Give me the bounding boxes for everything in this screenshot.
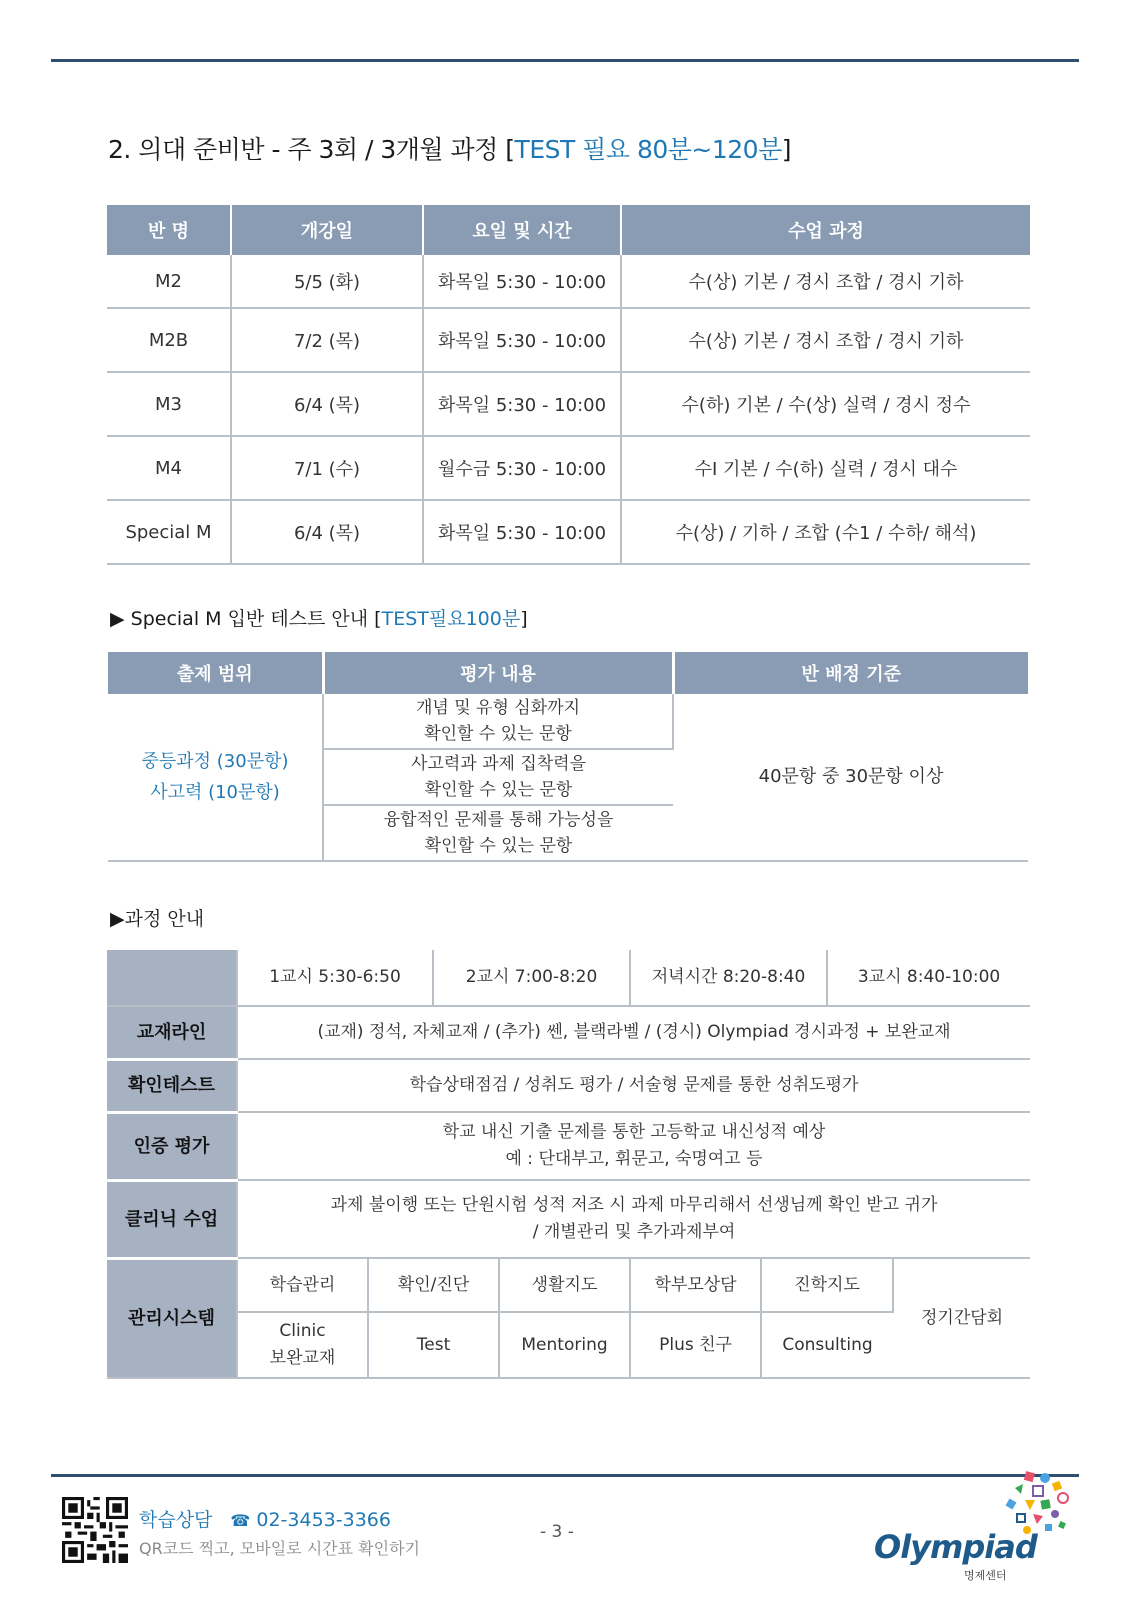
test-range bbox=[108, 694, 323, 861]
row-label-certification: 인증 평가 bbox=[107, 1112, 237, 1180]
bottom-rule bbox=[51, 1474, 1079, 1477]
mgmt-plus-friend: Plus 친구 bbox=[630, 1312, 761, 1378]
certification-line-2: 예 : 단대부고, 휘문고, 숙명여고 등 bbox=[505, 1149, 763, 1169]
table-row bbox=[107, 308, 1030, 372]
course-content: 수(상) / 기하 / 조합 (수1 / 수하/ 해석) bbox=[621, 500, 1030, 564]
mgmt-parents: 학부모상담 bbox=[630, 1258, 761, 1312]
header-evaluation: 평가 내용 bbox=[323, 652, 673, 694]
mgmt-clinic-line-1: Clinic bbox=[279, 1321, 326, 1341]
class-name: M3 bbox=[107, 372, 231, 436]
class-name: M4 bbox=[107, 436, 231, 500]
course-guide-heading: ▶과정 안내 bbox=[110, 908, 205, 930]
row-label-clinic: 클리닉 수업 bbox=[107, 1180, 237, 1258]
range-line-1: 중등과정 (30문항) bbox=[141, 751, 289, 772]
row-label-textbook: 교재라인 bbox=[107, 1006, 237, 1059]
evaluation-content bbox=[323, 694, 673, 749]
title-close-bracket: ] bbox=[781, 135, 791, 164]
start-date: 5/5 (화) bbox=[231, 255, 423, 308]
table-header-row bbox=[107, 205, 1030, 255]
period-row bbox=[107, 950, 1030, 1006]
consult-label: 학습상담 bbox=[139, 1509, 213, 1531]
evaluation-line-2: 확인할 수 있는 문항 bbox=[424, 780, 573, 800]
course-guide-table bbox=[107, 950, 1030, 1379]
evaluation-line-2: 확인할 수 있는 문항 bbox=[424, 724, 572, 744]
class-time: 화목일 5:30 - 10:00 bbox=[423, 308, 621, 372]
special-test-duration: TEST필요100분 bbox=[381, 608, 521, 630]
mgmt-diagnosis: 확인/진단 bbox=[368, 1258, 499, 1312]
management-bottom-row bbox=[107, 1312, 1030, 1378]
certification-row bbox=[107, 1112, 1030, 1180]
mgmt-clinic-line-2: 보완교재 bbox=[269, 1348, 336, 1368]
special-test-heading bbox=[110, 604, 528, 631]
class-time: 화목일 5:30 - 10:00 bbox=[423, 255, 621, 308]
special-heading-text: ▶ Special M 입반 테스트 안내 [ bbox=[110, 608, 382, 630]
class-name: M2 bbox=[107, 255, 231, 308]
class-time: 화목일 5:30 - 10:00 bbox=[423, 372, 621, 436]
title-test-duration: TEST 필요 80분~120분 bbox=[514, 135, 782, 164]
table-row bbox=[107, 255, 1030, 308]
special-test-table bbox=[108, 652, 1028, 862]
table-row bbox=[107, 372, 1030, 436]
page-number: - 3 - bbox=[540, 1522, 574, 1542]
top-rule bbox=[51, 59, 1079, 62]
check-test-content: 학습상태점검 / 성취도 평가 / 서술형 문제를 통한 성취도평가 bbox=[237, 1059, 1030, 1112]
start-date: 7/1 (수) bbox=[231, 436, 423, 500]
header-criteria: 반 배정 기준 bbox=[673, 652, 1028, 694]
certification-line-1: 학교 내신 기출 문제를 통한 고등학교 내신성적 예상 bbox=[442, 1122, 826, 1142]
start-date: 6/4 (목) bbox=[231, 500, 423, 564]
range-line-2: 사고력 (10문항) bbox=[150, 782, 280, 803]
clinic-line-2: / 개별관리 및 추가과제부여 bbox=[532, 1222, 736, 1242]
course-content: 수(하) 기본 / 수(상) 실력 / 경시 정수 bbox=[621, 372, 1030, 436]
period-3: 3교시 8:40-10:00 bbox=[827, 950, 1030, 1006]
row-label-management: 관리시스템 bbox=[107, 1258, 237, 1378]
qr-note: QR코드 찍고, 모바일로 시간표 확인하기 bbox=[139, 1539, 420, 1558]
special-close-bracket: ] bbox=[520, 608, 528, 630]
mgmt-life: 생활지도 bbox=[499, 1258, 630, 1312]
table-row bbox=[108, 694, 1028, 749]
table-row bbox=[107, 436, 1030, 500]
header-range: 출제 범위 bbox=[108, 652, 323, 694]
clinic-row bbox=[107, 1180, 1030, 1258]
class-name: M2B bbox=[107, 308, 231, 372]
mgmt-career: 진학지도 bbox=[761, 1258, 893, 1312]
mgmt-regular-meeting: 정기간담회 bbox=[893, 1258, 1030, 1378]
course-content: 수(상) 기본 / 경시 조합 / 경시 기하 bbox=[621, 255, 1030, 308]
row-label-check-test: 확인테스트 bbox=[107, 1059, 237, 1112]
evaluation-content bbox=[323, 805, 673, 861]
header-course: 수업 과정 bbox=[621, 205, 1030, 255]
start-date: 7/2 (목) bbox=[231, 308, 423, 372]
header-class-name: 반 명 bbox=[107, 205, 231, 255]
corner-cell bbox=[107, 950, 237, 1006]
header-day-time: 요일 및 시간 bbox=[423, 205, 621, 255]
qr-code-icon[interactable] bbox=[62, 1497, 128, 1563]
class-time: 월수금 5:30 - 10:00 bbox=[423, 436, 621, 500]
assignment-criteria: 40문항 중 30문항 이상 bbox=[673, 694, 1028, 861]
dinner-time: 저녁시간 8:20-8:40 bbox=[630, 950, 827, 1006]
clinic-content bbox=[237, 1180, 1030, 1258]
start-date: 6/4 (목) bbox=[231, 372, 423, 436]
management-top-row bbox=[107, 1258, 1030, 1312]
evaluation-content bbox=[323, 749, 673, 805]
mgmt-test: Test bbox=[368, 1312, 499, 1378]
mgmt-mentoring: Mentoring bbox=[499, 1312, 630, 1378]
class-time: 화목일 5:30 - 10:00 bbox=[423, 500, 621, 564]
evaluation-line-1: 개념 및 유형 심화까지 bbox=[415, 698, 580, 718]
phone-icon: ☎ bbox=[230, 1511, 251, 1530]
evaluation-line-1: 사고력과 과제 집착력을 bbox=[410, 754, 587, 774]
evaluation-line-2: 확인할 수 있는 문항 bbox=[424, 836, 573, 856]
check-test-row bbox=[107, 1059, 1030, 1112]
page-title bbox=[108, 130, 791, 166]
period-1: 1교시 5:30-6:50 bbox=[237, 950, 433, 1006]
table-header-row bbox=[108, 652, 1028, 694]
evaluation-line-1: 융합적인 문제를 통해 가능성을 bbox=[383, 810, 614, 830]
schedule-table bbox=[107, 205, 1030, 565]
textbook-line: (교재) 정석, 자체교재 / (추가) 쎈, 블랙라벨 / (경시) Olympiad 경시과정 + 보완교재 bbox=[237, 1006, 1030, 1059]
consult-contact bbox=[139, 1505, 391, 1532]
clinic-line-1: 과제 불이행 또는 단원시험 성적 저조 시 과제 마무리해서 선생님께 확인 받고 귀가 bbox=[330, 1195, 938, 1215]
textbook-row bbox=[107, 1006, 1030, 1059]
phone-number[interactable]: 02-3453-3366 bbox=[256, 1509, 391, 1531]
mgmt-clinic bbox=[237, 1312, 368, 1378]
course-content: 수(상) 기본 / 경시 조합 / 경시 기하 bbox=[621, 308, 1030, 372]
olympiad-logo: Olympiad bbox=[874, 1528, 1037, 1566]
class-name: Special M bbox=[107, 500, 231, 564]
table-row bbox=[107, 500, 1030, 564]
certification-content bbox=[237, 1112, 1030, 1180]
header-start-date: 개강일 bbox=[231, 205, 423, 255]
mgmt-study: 학습관리 bbox=[237, 1258, 368, 1312]
title-main: 2. 의대 준비반 - 주 3회 / 3개월 과정 [ bbox=[108, 135, 515, 164]
mgmt-consulting: Consulting bbox=[761, 1312, 893, 1378]
period-2: 2교시 7:00-8:20 bbox=[433, 950, 630, 1006]
logo-subtitle: 명제센터 bbox=[964, 1569, 1007, 1582]
course-content: 수I 기본 / 수(하) 실력 / 경시 대수 bbox=[621, 436, 1030, 500]
